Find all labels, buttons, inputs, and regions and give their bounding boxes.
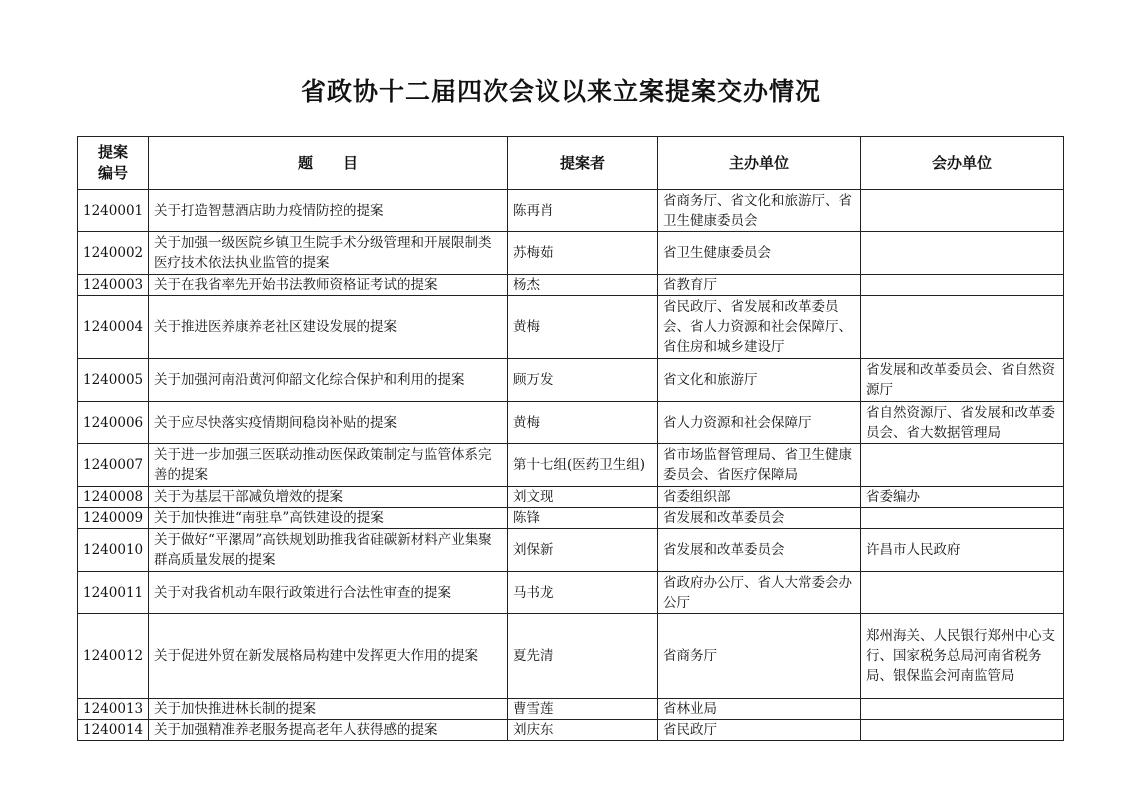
table-row	[78, 359, 1064, 402]
cell-co-unit: 许昌市人民政府	[861, 529, 1064, 572]
cell-title: 关于在我省率先开始书法教师资格证考试的提案	[149, 275, 508, 296]
table-row	[78, 275, 1064, 296]
cell-proposer: 顾万发	[508, 359, 658, 402]
cell-code: 1240006	[78, 402, 149, 444]
cell-co-unit	[861, 699, 1064, 720]
cell-code: 1240007	[78, 444, 149, 487]
cell-co-unit	[861, 296, 1064, 359]
header-code-line2: 编号	[97, 164, 128, 182]
cell-title: 关于做好“平漯周”高铁规划助推我省硅碳新材料产业集聚群高质量发展的提案	[149, 529, 508, 572]
cell-proposer: 马书龙	[508, 572, 658, 614]
table-header-row	[78, 137, 1064, 190]
cell-title: 关于进一步加强三医联动推动医保政策制定与监管体系完善的提案	[149, 444, 508, 487]
cell-co-unit: 省委编办	[861, 487, 1064, 508]
table-row	[78, 190, 1064, 232]
cell-title: 关于推进医养康养老社区建设发展的提案	[149, 296, 508, 359]
cell-title: 关于打造智慧酒店助力疫情防控的提案	[149, 190, 508, 232]
cell-title: 关于促进外贸在新发展格局构建中发挥更大作用的提案	[149, 614, 508, 699]
cell-main-unit: 省委组织部	[658, 487, 861, 508]
cell-co-unit	[861, 720, 1064, 741]
cell-proposer: 刘保新	[508, 529, 658, 572]
cell-code: 1240003	[78, 275, 149, 296]
cell-co-unit	[861, 444, 1064, 487]
cell-code: 1240014	[78, 720, 149, 741]
cell-main-unit: 省发展和改革委员会	[658, 508, 861, 529]
cell-co-unit	[861, 572, 1064, 614]
page-title: 省政协十二届四次会议以来立案提案交办情况	[300, 77, 821, 106]
cell-co-unit	[861, 190, 1064, 232]
cell-co-unit: 省发展和改革委员会、省自然资源厅	[861, 359, 1064, 402]
cell-proposer: 杨杰	[508, 275, 658, 296]
cell-main-unit: 省商务厅、省文化和旅游厅、省卫生健康委员会	[658, 190, 861, 232]
cell-code: 1240005	[78, 359, 149, 402]
table-row	[78, 614, 1064, 699]
cell-main-unit: 省教育厅	[658, 275, 861, 296]
cell-title: 关于为基层干部减负增效的提案	[149, 487, 508, 508]
cell-title: 关于加强精准养老服务提高老年人获得感的提案	[149, 720, 508, 741]
cell-proposer: 刘文现	[508, 487, 658, 508]
cell-main-unit: 省发展和改革委员会	[658, 529, 861, 572]
cell-code: 1240012	[78, 614, 149, 699]
table-row	[78, 699, 1064, 720]
cell-proposer: 苏梅茹	[508, 232, 658, 275]
table-row	[78, 572, 1064, 614]
cell-co-unit: 郑州海关、人民银行郑州中心支行、国家税务总局河南省税务局、银保监会河南监管局	[861, 614, 1064, 699]
proposals-table	[77, 136, 1064, 741]
cell-main-unit: 省民政厅、省发展和改革委员会、省人力资源和社会保障厅、省住房和城乡建设厅	[658, 296, 861, 359]
cell-title: 关于应尽快落实疫情期间稳岗补贴的提案	[149, 402, 508, 444]
cell-main-unit: 省市场监督管理局、省卫生健康委员会、省医疗保障局	[658, 444, 861, 487]
header-main-unit: 主办单位	[658, 137, 861, 190]
table-row	[78, 232, 1064, 275]
cell-code: 1240004	[78, 296, 149, 359]
table-row	[78, 402, 1064, 444]
cell-title: 关于加强河南沿黄河仰韶文化综合保护和利用的提案	[149, 359, 508, 402]
cell-title: 关于加强一级医院乡镇卫生院手术分级管理和开展限制类医疗技术依法执业监管的提案	[149, 232, 508, 275]
cell-main-unit: 省卫生健康委员会	[658, 232, 861, 275]
cell-co-unit	[861, 232, 1064, 275]
cell-code: 1240008	[78, 487, 149, 508]
cell-proposer: 黄梅	[508, 402, 658, 444]
cell-co-unit	[861, 508, 1064, 529]
cell-proposer: 夏先清	[508, 614, 658, 699]
cell-main-unit: 省林业局	[658, 699, 861, 720]
table-row	[78, 720, 1064, 741]
header-co-unit: 会办单位	[861, 137, 1064, 190]
table-row	[78, 296, 1064, 359]
cell-code: 1240010	[78, 529, 149, 572]
cell-title: 关于加快推进“南驻阜”高铁建设的提案	[149, 508, 508, 529]
cell-main-unit: 省民政厅	[658, 720, 861, 741]
cell-co-unit: 省自然资源厅、省发展和改革委员会、省大数据管理局	[861, 402, 1064, 444]
cell-co-unit	[861, 275, 1064, 296]
cell-title: 关于加快推进林长制的提案	[149, 699, 508, 720]
cell-code: 1240011	[78, 572, 149, 614]
cell-main-unit: 省政府办公厅、省人大常委会办公厅	[658, 572, 861, 614]
cell-main-unit: 省人力资源和社会保障厅	[658, 402, 861, 444]
cell-proposer: 黄梅	[508, 296, 658, 359]
cell-proposer: 陈锋	[508, 508, 658, 529]
table-row	[78, 444, 1064, 487]
cell-code: 1240009	[78, 508, 149, 529]
cell-main-unit: 省商务厅	[658, 614, 861, 699]
cell-code: 1240001	[78, 190, 149, 232]
header-proposer: 提案者	[508, 137, 658, 190]
cell-code: 1240002	[78, 232, 149, 275]
cell-title: 关于对我省机动车限行政策进行合法性审查的提案	[149, 572, 508, 614]
cell-code: 1240013	[78, 699, 149, 720]
cell-proposer: 刘庆东	[508, 720, 658, 741]
table-row	[78, 487, 1064, 508]
cell-proposer: 陈再肖	[508, 190, 658, 232]
cell-proposer: 第十七组(医药卫生组)	[508, 444, 658, 487]
cell-proposer: 曹雪莲	[508, 699, 658, 720]
header-title: 题 目	[149, 137, 508, 190]
table-row	[78, 529, 1064, 572]
header-code-line1: 提案	[97, 143, 128, 161]
cell-main-unit: 省文化和旅游厅	[658, 359, 861, 402]
header-code	[78, 137, 149, 190]
table-row	[78, 508, 1064, 529]
